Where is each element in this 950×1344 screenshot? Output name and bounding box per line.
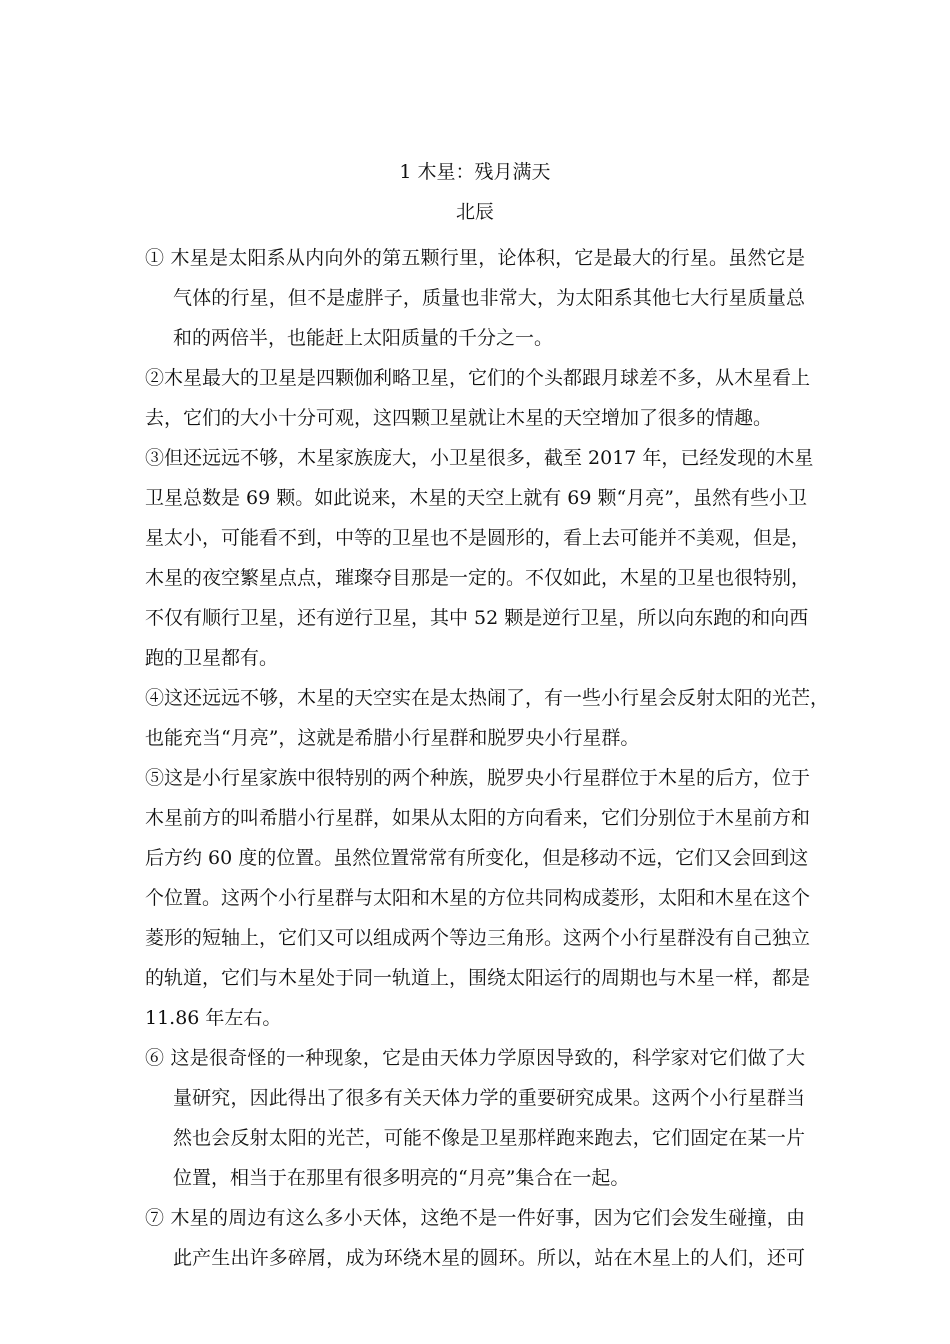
paragraph-line: ④这还远远不够，木星的天空实在是太热闹了，有一些小行星会反射太阳的光芒， bbox=[145, 687, 830, 709]
paragraph-line: 量研究，因此得出了很多有关天体力学的重要研究成果。这两个小行星群当 bbox=[173, 1087, 805, 1109]
paragraph-line: ⑤这是小行星家族中很特别的两个种族，脱罗央小行星群位于木星的后方，位于 bbox=[145, 767, 811, 789]
paragraph-line: 卫星总数是 69 颗。如此说来，木星的天空上就有 69 颗“月亮”，虽然有些小卫 bbox=[145, 487, 807, 509]
paragraph-5 bbox=[145, 758, 811, 1038]
paragraph-line: 然也会反射太阳的光芒，可能不像是卫星那样跑来跑去，它们固定在某一片 bbox=[173, 1127, 805, 1149]
paragraph-line: 和的两倍半，也能赶上太阳质量的千分之一。 bbox=[173, 327, 554, 349]
paragraph-line: 气体的行星，但不是虚胖子，质量也非常大，为太阳系其他七大行星质量总 bbox=[173, 287, 805, 309]
paragraph-3 bbox=[145, 438, 814, 678]
paragraph-2 bbox=[145, 358, 811, 438]
paragraph-line: 去，它们的大小十分可观，这四颗卫星就让木星的天空增加了很多的情趣。 bbox=[145, 407, 773, 429]
paragraph-line: 木星前方的叫希腊小行星群，如果从太阳的方向看来，它们分别位于木星前方和 bbox=[145, 807, 811, 829]
paragraph-line: ③但还远远不够，木星家族庞大，小卫星很多，截至 2017 年，已经发现的木星 bbox=[145, 447, 814, 469]
paragraph-line: 后方约 60 度的位置。虽然位置常常有所变化，但是移动不远，它们又会回到这 bbox=[145, 847, 809, 869]
paragraph-line: 不仅有顺行卫星，还有逆行卫星，其中 52 颗是逆行卫星，所以向东跑的和向西 bbox=[145, 607, 809, 629]
paragraph-line: 也能充当“月亮”，这就是希腊小行星群和脱罗央小行星群。 bbox=[145, 727, 640, 749]
paragraph-line: 木星的夜空繁星点点，璀璨夺目那是一定的。不仅如此，木星的卫星也很特别， bbox=[145, 567, 811, 589]
paragraph-line: 位置，相当于在那里有很多明亮的“月亮”集合在一起。 bbox=[173, 1167, 630, 1189]
paragraph-line: ②木星最大的卫星是四颗伽利略卫星，它们的个头都跟月球差不多，从木星看上 bbox=[145, 367, 811, 389]
paragraph-line: ⑥ 这是很奇怪的一种现象，它是由天体力学原因导致的，科学家对它们做了大 bbox=[145, 1047, 805, 1069]
paragraph-4 bbox=[145, 678, 830, 758]
paragraph-7 bbox=[145, 1198, 805, 1278]
paragraph-line: ⑦ 木星的周边有这么多小天体，这绝不是一件好事，因为它们会发生碰撞，由 bbox=[145, 1207, 805, 1229]
paragraph-line: 菱形的短轴上，它们又可以组成两个等边三角形。这两个小行星群没有自己独立 bbox=[145, 927, 811, 949]
paragraph-line: 个位置。这两个小行星群与太阳和木星的方位共同构成菱形，太阳和木星在这个 bbox=[145, 887, 811, 909]
article-author: 北辰 bbox=[455, 201, 494, 223]
paragraph-line: 11.86 年左右。 bbox=[145, 1007, 282, 1029]
paragraph-line: 跑的卫星都有。 bbox=[145, 647, 279, 669]
paragraph-line: ① 木星是太阳系从内向外的第五颗行里，论体积，它是最大的行星。虽然它是 bbox=[145, 247, 805, 269]
article-title: 1 木星：残月满天 bbox=[399, 161, 551, 183]
paragraph-6 bbox=[145, 1038, 805, 1198]
paragraph-line: 星太小，可能看不到，中等的卫星也不是圆形的，看上去可能并不美观，但是， bbox=[145, 527, 811, 549]
paragraph-line: 此产生出许多碎屑，成为环绕木星的圆环。所以，站在木星上的人们，还可 bbox=[173, 1247, 805, 1269]
paragraph-1 bbox=[145, 238, 805, 358]
paragraph-line: 的轨道，它们与木星处于同一轨道上，围绕太阳运行的周期也与木星一样，都是 bbox=[145, 967, 811, 989]
